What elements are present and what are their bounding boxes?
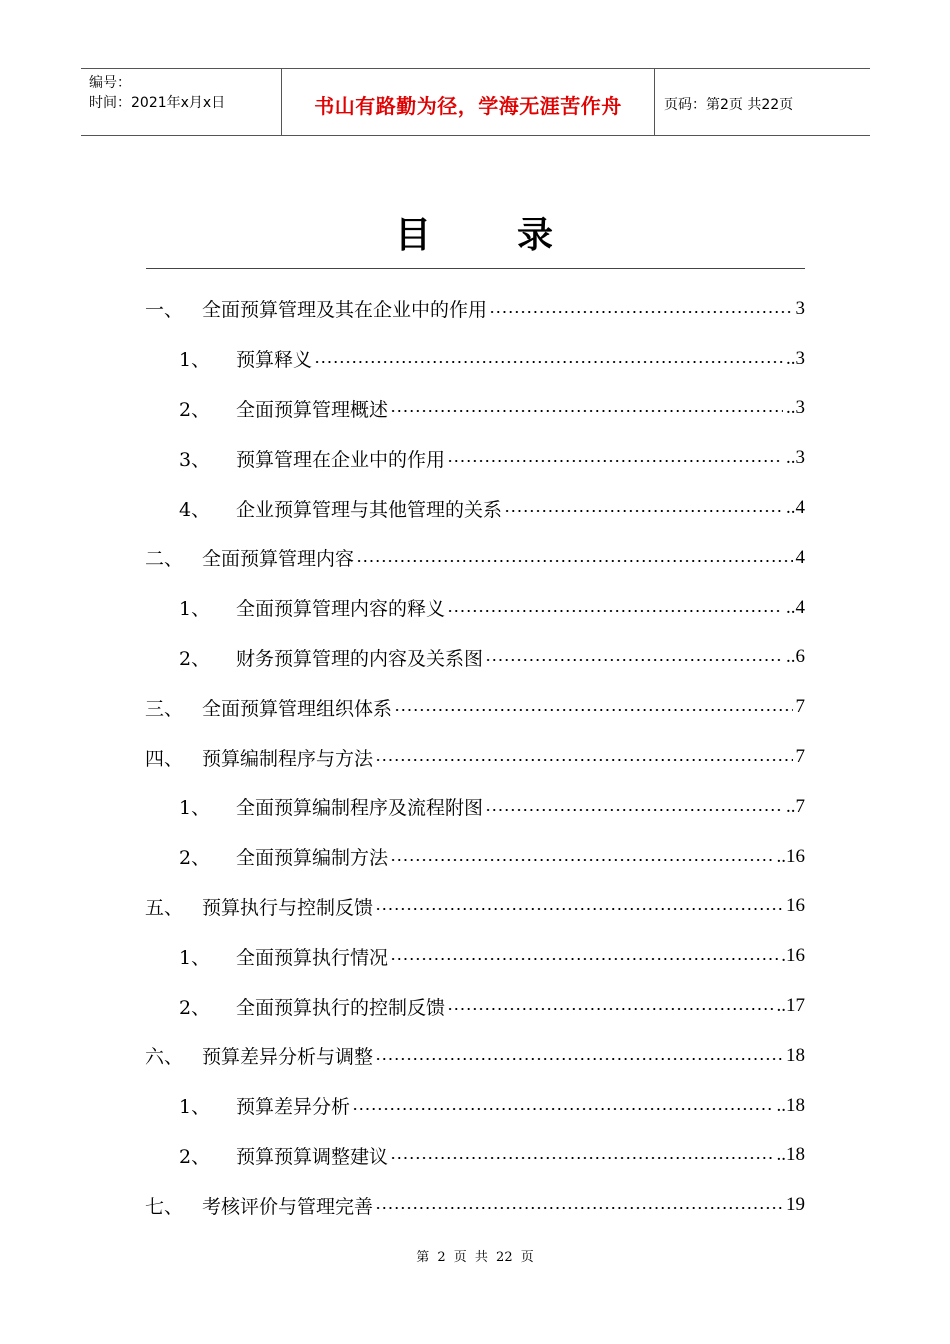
toc-entry-page: ..18 <box>776 1144 805 1166</box>
toc-entry[interactable] <box>145 931 805 981</box>
toc-title-right: 录 <box>517 215 556 256</box>
toc-entry-label: 全面预算编制程序及流程附图 <box>236 797 484 820</box>
toc-entry[interactable] <box>145 633 805 683</box>
toc-entry-number: 2、 <box>179 1145 211 1168</box>
toc-entry-label: 全面预算管理内容的释义 <box>236 598 446 621</box>
toc-entry-page: ..16 <box>776 845 805 867</box>
toc-dot-leader <box>447 460 783 462</box>
toc-entry[interactable] <box>145 284 805 334</box>
toc-entry-page: ..3 <box>786 447 805 469</box>
toc-entry-number: 六、 <box>145 1046 184 1069</box>
document-header <box>81 68 870 136</box>
toc-entry-label: 全面预算编制方法 <box>236 847 389 870</box>
toc-entry-number: 1、 <box>179 797 211 820</box>
header-meta-cell <box>81 69 282 135</box>
toc-entry-label: 全面预算执行的控制反馈 <box>236 996 446 1019</box>
header-motto: 书山有路勤为径，学海无涯苦作舟 <box>314 93 622 118</box>
toc-entry-page: 18 <box>786 1044 805 1066</box>
toc-dot-leader <box>485 809 783 811</box>
toc-entry-page: ..3 <box>786 347 805 369</box>
toc-entry[interactable] <box>145 384 805 434</box>
toc-entry[interactable] <box>145 483 805 533</box>
toc-title-left: 目 <box>394 215 433 256</box>
toc-entry[interactable] <box>145 433 805 483</box>
toc-dot-leader <box>390 859 773 861</box>
toc-entry-page: ..3 <box>786 397 805 419</box>
toc-entry-page: 3 <box>795 297 805 319</box>
toc-entry-label: 全面预算管理概述 <box>236 398 389 421</box>
toc-entry-number: 四、 <box>145 747 184 770</box>
toc-entry-label: 预算差异分析与调整 <box>202 1046 374 1069</box>
toc-entry[interactable] <box>145 1180 805 1230</box>
toc-entry-number: 1、 <box>179 1096 211 1119</box>
toc-entry-page: .16 <box>781 945 805 967</box>
toc-entry-page: ..4 <box>786 596 805 618</box>
toc-entry[interactable] <box>145 1031 805 1081</box>
toc-entry-label: 企业预算管理与其他管理的关系 <box>236 498 503 521</box>
toc-dot-leader <box>352 1108 773 1110</box>
toc-title <box>0 208 950 264</box>
toc-entry[interactable] <box>145 882 805 932</box>
toc-entry[interactable] <box>145 682 805 732</box>
toc-dot-leader <box>375 1058 783 1060</box>
toc-entry[interactable] <box>145 1081 805 1131</box>
toc-entry[interactable] <box>145 533 805 583</box>
toc-dot-leader <box>489 311 792 313</box>
title-divider <box>146 268 805 269</box>
toc-entry-label: 预算管理在企业中的作用 <box>236 448 446 471</box>
toc-entry-page: ..18 <box>776 1094 805 1116</box>
toc-entry[interactable] <box>145 832 805 882</box>
toc-entry-number: 1、 <box>179 598 211 621</box>
toc-entry-number: 1、 <box>179 349 211 372</box>
document-number-label: 编号： <box>89 75 131 91</box>
toc-entry-label: 全面预算管理内容 <box>202 548 355 571</box>
toc-dot-leader <box>504 510 783 512</box>
toc-entry-label: 预算差异分析 <box>236 1096 351 1119</box>
toc-entry-page: 19 <box>786 1194 805 1216</box>
toc-dot-leader <box>375 1207 783 1209</box>
toc-entry-page: 4 <box>795 546 805 568</box>
toc-entry-page: 7 <box>795 696 805 718</box>
toc-entry-number: 2、 <box>179 996 211 1019</box>
toc-entry-label: 预算预算调整建议 <box>236 1145 389 1168</box>
toc-entry[interactable] <box>145 1131 805 1181</box>
toc-entry-number: 3、 <box>179 448 211 471</box>
toc-entry-page: ..17 <box>776 995 805 1017</box>
toc-dot-leader <box>390 1157 773 1159</box>
toc-entry-label: 财务预算管理的内容及关系图 <box>236 647 484 670</box>
toc-entry-number: 五、 <box>145 896 184 919</box>
toc-entry-page: 7 <box>795 746 805 768</box>
toc-entry-label: 预算编制程序与方法 <box>202 747 374 770</box>
toc-entry-label: 全面预算管理组织体系 <box>202 697 393 720</box>
toc-entry[interactable] <box>145 732 805 782</box>
header-page-cell <box>655 69 870 135</box>
toc-dot-leader <box>447 610 783 612</box>
toc-entry-page: 16 <box>786 895 805 917</box>
toc-entry-number: 一、 <box>145 299 184 322</box>
toc-entry-label: 预算释义 <box>236 349 313 372</box>
toc-dot-leader <box>375 908 783 910</box>
toc-entry-label: 全面预算执行情况 <box>236 946 389 969</box>
header-motto-cell <box>282 69 655 135</box>
toc-entry-number: 1、 <box>179 946 211 969</box>
toc-entry-page: ..7 <box>786 795 805 817</box>
toc-dot-leader <box>485 659 783 661</box>
toc-entry-number: 4、 <box>179 498 211 521</box>
page-footer: 第 2 页 共 22 页 <box>416 1250 534 1265</box>
toc-entry-label: 预算执行与控制反馈 <box>202 896 374 919</box>
toc-entry[interactable] <box>145 981 805 1031</box>
toc-entry[interactable] <box>145 334 805 384</box>
toc-entry-number: 2、 <box>179 647 211 670</box>
toc-entry-number: 三、 <box>145 697 184 720</box>
toc-entry-page: ..4 <box>786 497 805 519</box>
table-of-contents <box>145 284 805 1230</box>
toc-dot-leader <box>390 958 778 960</box>
toc-dot-leader <box>394 709 792 711</box>
toc-entry-number: 二、 <box>145 548 184 571</box>
toc-entry-number: 2、 <box>179 847 211 870</box>
header-page-info: 页码：第2页 共22页 <box>664 97 794 113</box>
toc-dot-leader <box>447 1008 773 1010</box>
toc-entry[interactable] <box>145 583 805 633</box>
toc-entry[interactable] <box>145 782 805 832</box>
toc-entry-page: ..6 <box>786 646 805 668</box>
toc-dot-leader <box>314 361 783 363</box>
document-time-label: 时间：2021年x月x日 <box>89 95 226 111</box>
toc-entry-label: 全面预算管理及其在企业中的作用 <box>202 299 488 322</box>
toc-dot-leader <box>356 560 792 562</box>
toc-dot-leader <box>390 410 783 412</box>
toc-dot-leader <box>375 759 792 761</box>
toc-entry-number: 2、 <box>179 398 211 421</box>
toc-entry-label: 考核评价与管理完善 <box>202 1195 374 1218</box>
toc-entry-number: 七、 <box>145 1195 184 1218</box>
